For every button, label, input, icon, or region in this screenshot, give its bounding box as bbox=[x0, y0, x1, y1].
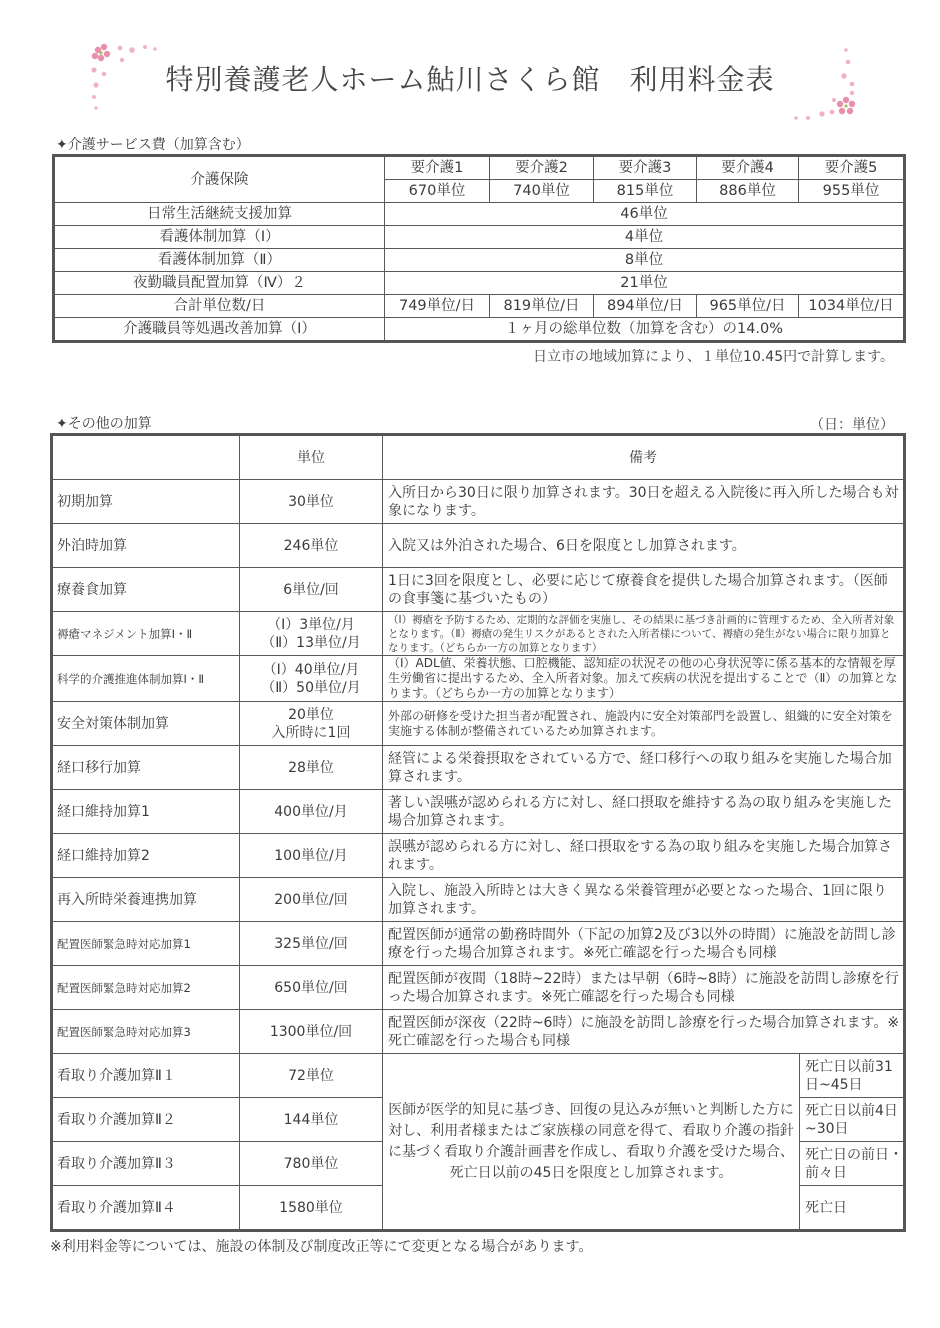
regional-rate-note: 日立市の地域加算により、１単位10.45円で計算します。 bbox=[533, 349, 894, 365]
table-header-row bbox=[52, 435, 905, 480]
level-name: 要介護4 bbox=[697, 156, 799, 180]
addition-unit: 28単位 bbox=[240, 746, 383, 790]
header-unit: 単位 bbox=[240, 435, 383, 480]
terminal-care-unit: 780単位 bbox=[240, 1142, 383, 1186]
level-base-units: 670単位 bbox=[385, 180, 490, 203]
terminal-care-period: 死亡日以前4日~30日 bbox=[800, 1098, 905, 1142]
level-name: 要介護5 bbox=[799, 156, 905, 180]
addition-unit-line1: 20単位 bbox=[288, 706, 334, 723]
terminal-care-name: 看取り介護加算Ⅱ４ bbox=[52, 1186, 240, 1231]
addition-note: 外部の研修を受けた担当者が配置され、施設内に安全対策部門を設置し、組織的に安全対策を実施する体制が整備されているため加算されます。 bbox=[383, 702, 905, 746]
table-row bbox=[52, 790, 905, 834]
table-row bbox=[52, 480, 905, 524]
table-row bbox=[52, 702, 905, 746]
table-row bbox=[52, 834, 905, 878]
addition-name: 看護体制加算（Ⅰ） bbox=[54, 226, 385, 249]
table-row bbox=[54, 295, 905, 318]
addition-name: 療養食加算 bbox=[52, 568, 240, 612]
addition-name: 外泊時加算 bbox=[52, 524, 240, 568]
addition-unit: 325単位/回 bbox=[240, 922, 383, 966]
addition-unit: 100単位/月 bbox=[240, 834, 383, 878]
total-label: 合計単位数/日 bbox=[54, 295, 385, 318]
table-row bbox=[54, 318, 905, 342]
addition-note: 配置医師が通常の勤務時間外（下記の加算2及び3以外の時間）に施設を訪問し診療を行った場合加算されます。※死亡確認を行った場合も同様 bbox=[383, 922, 905, 966]
addition-name: 配置医師緊急時対応加算1 bbox=[52, 922, 240, 966]
improvement-name: 介護職員等処遇改善加算（Ⅰ） bbox=[54, 318, 385, 342]
table-row bbox=[52, 1010, 905, 1054]
level-base-units: 815単位 bbox=[594, 180, 697, 203]
unit-note: （日：単位） bbox=[810, 417, 894, 433]
level-total: 894単位/日 bbox=[594, 295, 697, 318]
table-row bbox=[54, 272, 905, 295]
addition-note: 入院又は外泊された場合、6日を限度とし加算されます。 bbox=[383, 524, 905, 568]
table-row bbox=[52, 612, 905, 656]
addition-note: 著しい誤嚥が認められる方に対し、経口摂取を維持する為の取り組みを実施した場合加算されます。 bbox=[383, 790, 905, 834]
table-row bbox=[52, 966, 905, 1010]
addition-value: 8単位 bbox=[385, 249, 905, 272]
terminal-care-name: 看取り介護加算Ⅱ３ bbox=[52, 1142, 240, 1186]
table-row bbox=[52, 656, 905, 702]
level-base-units: 955単位 bbox=[799, 180, 905, 203]
level-name: 要介護1 bbox=[385, 156, 490, 180]
addition-name: 日常生活継続支援加算 bbox=[54, 203, 385, 226]
improvement-value: １ヶ月の総単位数（加算を含む）の14.0% bbox=[385, 318, 905, 342]
level-name: 要介護2 bbox=[490, 156, 594, 180]
table-row bbox=[52, 1054, 905, 1098]
addition-unit-line1: （Ⅰ）40単位/月 bbox=[262, 661, 360, 678]
addition-note: 配置医師が深夜（22時~6時）に施設を訪問し診療を行った場合加算されます。※死亡確認を行った場合も同様 bbox=[383, 1010, 905, 1054]
table-row bbox=[52, 524, 905, 568]
addition-name: 配置医師緊急時対応加算3 bbox=[52, 1010, 240, 1054]
terminal-care-period: 死亡日の前日・前々日 bbox=[800, 1142, 905, 1186]
header-note: 備考 bbox=[383, 435, 905, 480]
level-name: 要介護3 bbox=[594, 156, 697, 180]
addition-note: 誤嚥が認められる方に対し、経口摂取をする為の取り組みを実施した場合加算されます。 bbox=[383, 834, 905, 878]
addition-note: （Ⅰ）褥瘡を予防するため、定期的な評価を実施し、その結果に基づき計画的に管理するため、全入所者対象となります。（Ⅱ）褥瘡の発生リスクがあるとされた入所者様について、褥瘡の発生がない場合に限り加算となります。（どちらか一方の加算となります） bbox=[383, 612, 905, 656]
table-row bbox=[54, 203, 905, 226]
addition-unit-line2: （Ⅱ）50単位/月 bbox=[261, 679, 361, 696]
care-service-table bbox=[52, 154, 906, 343]
addition-unit bbox=[240, 702, 383, 746]
addition-note: （Ⅰ）ADL値、栄養状態、口腔機能、認知症の状況その他の心身状況等に係る基本的な情報を厚生労働省に提出するため、全入所者対象。加えて疾病の状況を提出することで（Ⅱ）の加算となります。（どちらか一方の加算となります） bbox=[383, 656, 905, 702]
addition-value: 21単位 bbox=[385, 272, 905, 295]
terminal-care-period: 死亡日以前31日~45日 bbox=[800, 1054, 905, 1098]
table-row bbox=[52, 922, 905, 966]
addition-name: 褥瘡マネジメント加算Ⅰ・Ⅱ bbox=[52, 612, 240, 656]
footer-note: ※利用料金等については、施設の体制及び制度改正等にて変更となる場合があります。 bbox=[50, 1239, 593, 1255]
addition-note: 1日に3回を限度とし、必要に応じて療養食を提供した場合加算されます。（医師の食事箋に基づいたもの） bbox=[383, 568, 905, 612]
addition-name: 夜勤職員配置加算（Ⅳ）２ bbox=[54, 272, 385, 295]
addition-note: 入院し、施設入所時とは大きく異なる栄養管理が必要となった場合、1回に限り加算されます。 bbox=[383, 878, 905, 922]
terminal-care-unit: 1580単位 bbox=[240, 1186, 383, 1231]
section-care-service-label: ✦介護サービス費（加算含む） bbox=[56, 137, 250, 153]
addition-unit: 1300単位/回 bbox=[240, 1010, 383, 1054]
addition-unit: 200単位/回 bbox=[240, 878, 383, 922]
terminal-care-period: 死亡日 bbox=[800, 1186, 905, 1231]
table-row bbox=[52, 746, 905, 790]
addition-note: 経管による栄養摂取をされている方で、経口移行への取り組みを実施した場合加算されます。 bbox=[383, 746, 905, 790]
terminal-care-unit: 72単位 bbox=[240, 1054, 383, 1098]
level-total: 819単位/日 bbox=[490, 295, 594, 318]
level-total: 1034単位/日 bbox=[799, 295, 905, 318]
table-row bbox=[52, 568, 905, 612]
header-name bbox=[52, 435, 240, 480]
other-additions-table bbox=[50, 433, 906, 1232]
addition-name: 配置医師緊急時対応加算2 bbox=[52, 966, 240, 1010]
addition-name: 看護体制加算（Ⅱ） bbox=[54, 249, 385, 272]
addition-unit bbox=[240, 612, 383, 656]
addition-name: 科学的介護推進体制加算Ⅰ・Ⅱ bbox=[52, 656, 240, 702]
page-title: 特別養護老人ホーム鮎川さくら館 利用料金表 bbox=[165, 63, 775, 96]
addition-name: 経口維持加算2 bbox=[52, 834, 240, 878]
table-row bbox=[52, 878, 905, 922]
terminal-care-note: 医師が医学的知見に基づき、回復の見込みが無いと判断した方に対し、利用者様またはご家族様の同意を得て、看取り介護の指針に基づく看取り介護計画書を作成し、看取り介護を受けた場合、死亡日以前の45日を限度とし加算されます。 bbox=[383, 1054, 800, 1231]
terminal-care-name: 看取り介護加算Ⅱ２ bbox=[52, 1098, 240, 1142]
level-total: 965単位/日 bbox=[697, 295, 799, 318]
addition-unit: 6単位/回 bbox=[240, 568, 383, 612]
addition-unit-line2: 入所時に1回 bbox=[271, 724, 351, 741]
level-base-units: 740単位 bbox=[490, 180, 594, 203]
table-row bbox=[54, 249, 905, 272]
addition-value: 4単位 bbox=[385, 226, 905, 249]
table-row bbox=[54, 226, 905, 249]
addition-note: 入所日から30日に限り加算されます。30日を超える入院後に再入所した場合も対象になります。 bbox=[383, 480, 905, 524]
addition-unit: 30単位 bbox=[240, 480, 383, 524]
addition-unit: 246単位 bbox=[240, 524, 383, 568]
level-total: 749単位/日 bbox=[385, 295, 490, 318]
addition-name: 経口維持加算1 bbox=[52, 790, 240, 834]
addition-name: 安全対策体制加算 bbox=[52, 702, 240, 746]
addition-name: 再入所時栄養連携加算 bbox=[52, 878, 240, 922]
addition-note: 配置医師が夜間（18時~22時）または早朝（6時~8時）に施設を訪問し診療を行った場合加算されます。※死亡確認を行った場合も同様 bbox=[383, 966, 905, 1010]
addition-unit: 650単位/回 bbox=[240, 966, 383, 1010]
addition-unit bbox=[240, 656, 383, 702]
level-base-units: 886単位 bbox=[697, 180, 799, 203]
addition-name: 経口移行加算 bbox=[52, 746, 240, 790]
section-other-additions-label: ✦その他の加算 bbox=[56, 416, 152, 432]
addition-unit: 400単位/月 bbox=[240, 790, 383, 834]
table-row bbox=[54, 156, 905, 180]
terminal-care-name: 看取り介護加算Ⅱ１ bbox=[52, 1054, 240, 1098]
addition-unit-line2: （Ⅱ）13単位/月 bbox=[261, 634, 361, 651]
care-insurance-header: 介護保険 bbox=[54, 156, 385, 203]
addition-unit-line1: （Ⅰ）3単位/月 bbox=[267, 616, 355, 633]
terminal-care-unit: 144単位 bbox=[240, 1098, 383, 1142]
addition-value: 46単位 bbox=[385, 203, 905, 226]
addition-name: 初期加算 bbox=[52, 480, 240, 524]
